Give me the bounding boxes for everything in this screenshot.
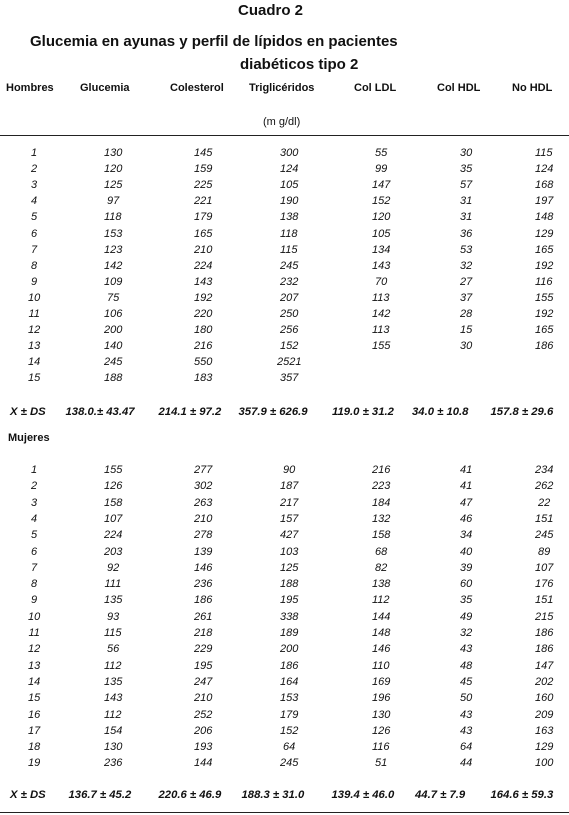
row-number: 3 <box>31 496 38 509</box>
table-cell: 234 <box>535 464 554 476</box>
table-cell: 203 <box>104 545 123 558</box>
table-cell: 236 <box>194 578 213 591</box>
column-header: No HDL <box>512 82 553 94</box>
table-cell: 130 <box>104 741 123 754</box>
table-cell: 15 <box>460 324 473 337</box>
table-cell: 159 <box>194 163 213 176</box>
table-cell: 31 <box>460 195 473 208</box>
table-cell: 32 <box>460 259 473 272</box>
table-title: Cuadro 2 <box>238 2 304 19</box>
table-cell: 427 <box>280 529 299 542</box>
table-cell: 152 <box>372 195 391 208</box>
table-cell: 210 <box>194 243 213 256</box>
table-cell: 184 <box>372 496 391 509</box>
row-number: 18 <box>28 741 41 754</box>
table-cell: 105 <box>280 179 299 192</box>
stats-value: 157.8 ± 29.6 <box>490 406 554 418</box>
table-cell: 180 <box>194 324 213 337</box>
table-cell: 247 <box>194 675 213 688</box>
table-cell: 27 <box>460 275 473 288</box>
row-number: 6 <box>31 227 38 240</box>
table-cell: 220 <box>194 308 213 320</box>
table-cell: 155 <box>104 464 123 476</box>
table-cell: 43 <box>460 724 473 737</box>
stats-label: X ± DS <box>10 789 46 801</box>
table-cell: 245 <box>280 757 299 770</box>
table-cell: 125 <box>280 561 299 574</box>
table-cell: 160 <box>535 692 554 705</box>
table-cell: 155 <box>372 340 391 353</box>
table-cell: 30 <box>460 147 473 159</box>
table-cell: 90 <box>283 464 296 476</box>
table-cell: 153 <box>104 227 123 240</box>
table-cell: 151 <box>535 512 554 525</box>
table-cell: 207 <box>280 291 299 304</box>
row-number: 1 <box>31 464 38 476</box>
table-cell: 93 <box>107 610 120 623</box>
table-cell: 223 <box>372 480 391 493</box>
table-cell: 130 <box>104 147 123 159</box>
table-cell: 103 <box>280 545 299 558</box>
table-cell: 256 <box>280 324 299 337</box>
table-cell: 115 <box>280 243 298 256</box>
table-cell: 300 <box>280 147 299 159</box>
row-number: 14 <box>28 675 41 688</box>
table-cell: 105 <box>372 227 391 240</box>
table-cell: 113 <box>372 324 390 337</box>
table-cell: 550 <box>194 356 213 369</box>
row-number: 17 <box>28 724 41 737</box>
table-cell: 32 <box>460 627 473 639</box>
table-cell: 163 <box>535 724 554 737</box>
table-cell: 31 <box>460 211 473 224</box>
table-cell: 215 <box>535 610 554 623</box>
table-cell: 147 <box>535 659 554 672</box>
row-number: 11 <box>28 627 40 639</box>
table-cell: 210 <box>194 512 213 525</box>
table-cell: 2521 <box>277 356 302 369</box>
table-cell: 129 <box>535 741 554 754</box>
table-cell: 68 <box>375 545 388 558</box>
table-cell: 165 <box>535 324 554 337</box>
table-cell: 106 <box>104 308 123 320</box>
row-number: 7 <box>31 243 38 256</box>
table-cell: 302 <box>194 480 213 493</box>
column-header: Triglicéridos <box>249 82 315 94</box>
header-rule <box>0 135 569 136</box>
table-cell: 186 <box>535 643 554 656</box>
row-number: 2 <box>31 163 38 176</box>
table-cell: 36 <box>460 227 473 240</box>
table-cell: 188 <box>104 372 123 385</box>
table-cell: 43 <box>460 708 473 721</box>
stats-value: 220.6 ± 46.9 <box>158 789 222 801</box>
table-cell: 221 <box>194 195 213 208</box>
stats-value: 119.0 ± 31.2 <box>332 406 394 418</box>
table-cell: 113 <box>372 291 390 304</box>
table-cell: 75 <box>107 291 120 304</box>
table-cell: 118 <box>104 211 122 224</box>
table-cell: 116 <box>535 275 553 288</box>
stats-value: 138.0.± 43.47 <box>65 406 135 418</box>
table-cell: 146 <box>372 643 391 656</box>
table-cell: 89 <box>538 545 551 558</box>
stats-value: 214.1 ± 97.2 <box>158 406 222 418</box>
table-cell: 43 <box>460 643 473 656</box>
table-cell: 82 <box>375 561 388 574</box>
table-cell: 192 <box>535 308 554 320</box>
row-number: 4 <box>31 512 38 525</box>
table-cell: 154 <box>104 724 123 737</box>
table-cell: 142 <box>104 259 123 272</box>
table-subtitle-line1: Glucemia en ayunas y perfil de lípidos en pacientes <box>30 33 398 50</box>
table-cell: 53 <box>460 243 473 256</box>
table-cell: 99 <box>375 163 388 176</box>
column-header: Col HDL <box>437 82 481 94</box>
table-cell: 217 <box>280 496 299 509</box>
table-cell: 126 <box>104 480 123 493</box>
table-cell: 153 <box>280 692 299 705</box>
stats-value: 136.7 ± 45.2 <box>68 789 132 801</box>
table-cell: 186 <box>280 659 299 672</box>
table-cell: 51 <box>375 757 388 770</box>
table-cell: 140 <box>104 340 123 353</box>
table-cell: 229 <box>194 643 213 656</box>
table-cell: 97 <box>107 195 120 208</box>
table-cell: 46 <box>460 512 473 525</box>
table-cell: 197 <box>535 195 554 208</box>
table-cell: 45 <box>460 675 473 688</box>
row-number: 12 <box>28 324 41 337</box>
table-cell: 111 <box>104 578 122 591</box>
table-cell: 145 <box>194 147 213 159</box>
table-cell: 115 <box>104 627 122 639</box>
table-cell: 144 <box>194 757 213 770</box>
row-number: 1 <box>31 147 38 159</box>
table-cell: 120 <box>372 211 391 224</box>
row-number: 15 <box>28 692 41 705</box>
column-header: Glucemia <box>80 82 130 94</box>
table-cell: 196 <box>372 692 391 705</box>
table-cell: 186 <box>535 340 554 353</box>
column-header: Colesterol <box>170 82 224 94</box>
table-cell: 186 <box>194 594 213 607</box>
table-cell: 245 <box>280 259 299 272</box>
stats-value: 357.9 ± 626.9 <box>238 406 308 418</box>
table-cell: 126 <box>372 724 391 737</box>
table-cell: 60 <box>460 578 473 591</box>
table-cell: 143 <box>104 692 123 705</box>
table-cell: 56 <box>107 643 120 656</box>
stats-value: 139.4 ± 46.0 <box>331 789 395 801</box>
table-cell: 146 <box>194 561 213 574</box>
table-cell: 35 <box>460 163 473 176</box>
row-number: 7 <box>31 561 38 574</box>
row-number: 9 <box>31 275 38 288</box>
table-cell: 158 <box>104 496 123 509</box>
table-cell: 49 <box>460 610 473 623</box>
table-cell: 115 <box>535 147 553 159</box>
table-cell: 48 <box>460 659 473 672</box>
row-number: 8 <box>31 578 38 591</box>
row-number: 8 <box>31 259 38 272</box>
table-cell: 193 <box>194 741 213 754</box>
table-cell: 176 <box>535 578 554 591</box>
table-cell: 164 <box>280 675 299 688</box>
table-cell: 138 <box>280 211 299 224</box>
table-cell: 40 <box>460 545 473 558</box>
table-cell: 165 <box>194 227 213 240</box>
stats-value: 44.7 ± 7.9 <box>415 789 466 801</box>
table-cell: 225 <box>194 179 213 192</box>
table-cell: 148 <box>535 211 554 224</box>
table-cell: 158 <box>372 529 391 542</box>
table-cell: 236 <box>104 757 123 770</box>
table-cell: 189 <box>280 627 299 639</box>
table-cell: 200 <box>104 324 123 337</box>
column-header: Hombres <box>6 82 54 94</box>
table-cell: 30 <box>460 340 473 353</box>
table-cell: 152 <box>280 724 299 737</box>
table-cell: 124 <box>280 163 299 176</box>
table-cell: 70 <box>375 275 388 288</box>
table-cell: 262 <box>535 480 554 493</box>
table-cell: 338 <box>280 610 299 623</box>
row-number: 11 <box>28 308 40 320</box>
stats-value: 164.6 ± 59.3 <box>490 789 554 801</box>
table-cell: 139 <box>194 545 213 558</box>
table-cell: 157 <box>280 512 299 525</box>
table-cell: 250 <box>280 308 299 320</box>
row-number: 6 <box>31 545 38 558</box>
table-cell: 186 <box>535 627 554 639</box>
row-number: 9 <box>31 594 38 607</box>
table-cell: 218 <box>194 627 213 639</box>
table-cell: 109 <box>104 275 123 288</box>
table-cell: 135 <box>104 594 123 607</box>
table-cell: 112 <box>372 594 390 607</box>
table-cell: 216 <box>372 464 391 476</box>
stats-value: 188.3 ± 31.0 <box>241 789 305 801</box>
table-cell: 34 <box>460 529 473 542</box>
row-number: 10 <box>28 610 41 623</box>
table-cell: 47 <box>460 496 473 509</box>
table-cell: 261 <box>194 610 213 623</box>
table-cell: 245 <box>104 356 123 369</box>
table-cell: 143 <box>194 275 213 288</box>
row-number: 10 <box>28 291 41 304</box>
table-cell: 206 <box>194 724 213 737</box>
column-header: Col LDL <box>354 82 397 94</box>
table-cell: 224 <box>104 529 123 542</box>
table-cell: 188 <box>280 578 299 591</box>
table-cell: 245 <box>535 529 554 542</box>
table-cell: 123 <box>104 243 123 256</box>
table-cell: 200 <box>280 643 299 656</box>
table-cell: 187 <box>280 480 299 493</box>
table-cell: 252 <box>194 708 213 721</box>
table-cell: 110 <box>372 659 390 672</box>
table-cell: 41 <box>460 480 473 493</box>
table-cell: 92 <box>107 561 120 574</box>
table-cell: 100 <box>535 757 554 770</box>
table-cell: 55 <box>375 147 388 159</box>
row-number: 12 <box>28 643 41 656</box>
table-cell: 118 <box>280 227 298 240</box>
table-cell: 144 <box>372 610 391 623</box>
table-cell: 357 <box>280 372 299 385</box>
row-number: 14 <box>28 356 41 369</box>
women-label: Mujeres <box>8 432 50 444</box>
table-cell: 125 <box>104 179 123 192</box>
table-cell: 263 <box>194 496 213 509</box>
table-cell: 142 <box>372 308 391 320</box>
row-number: 2 <box>31 480 38 493</box>
table-cell: 50 <box>460 692 473 705</box>
table-cell: 202 <box>535 675 554 688</box>
table-cell: 35 <box>460 594 473 607</box>
table-cell: 190 <box>280 195 299 208</box>
row-number: 13 <box>28 659 41 672</box>
table-cell: 278 <box>194 529 213 542</box>
table-cell: 138 <box>372 578 391 591</box>
table-cell: 192 <box>535 259 554 272</box>
row-number: 13 <box>28 340 41 353</box>
table-cell: 112 <box>104 708 122 721</box>
table-cell: 107 <box>535 561 554 574</box>
row-number: 19 <box>28 757 41 770</box>
table-cell: 132 <box>372 512 391 525</box>
table-cell: 155 <box>535 291 554 304</box>
table-cell: 28 <box>460 308 473 320</box>
table-cell: 210 <box>194 692 213 705</box>
table-cell: 224 <box>194 259 213 272</box>
table-cell: 41 <box>460 464 473 476</box>
table-cell: 44 <box>460 757 473 770</box>
table-cell: 195 <box>280 594 299 607</box>
table-cell: 112 <box>104 659 122 672</box>
table-cell: 64 <box>460 741 473 754</box>
table-cell: 192 <box>194 291 213 304</box>
table-cell: 57 <box>460 179 473 192</box>
row-number: 16 <box>28 708 41 721</box>
table-cell: 134 <box>372 243 391 256</box>
table-cell: 152 <box>280 340 299 353</box>
table-cell: 209 <box>535 708 554 721</box>
table-cell: 143 <box>372 259 391 272</box>
row-number: 5 <box>31 211 38 224</box>
table-cell: 120 <box>104 163 123 176</box>
table-cell: 147 <box>372 179 391 192</box>
table-cell: 179 <box>194 211 213 224</box>
table-cell: 37 <box>460 291 473 304</box>
row-number: 3 <box>31 179 38 192</box>
stats-label: X ± DS <box>10 406 46 418</box>
table-subtitle-line2: diabéticos tipo 2 <box>240 56 359 73</box>
table-cell: 148 <box>372 627 391 639</box>
table-cell: 135 <box>104 675 123 688</box>
table-cell: 124 <box>535 163 554 176</box>
table-cell: 183 <box>194 372 213 385</box>
table-cell: 22 <box>538 496 551 509</box>
table-cell: 195 <box>194 659 213 672</box>
table-cell: 165 <box>535 243 554 256</box>
row-number: 5 <box>31 529 38 542</box>
table-cell: 216 <box>194 340 213 353</box>
stats-value: 34.0 ± 10.8 <box>412 406 469 418</box>
table-cell: 179 <box>280 708 299 721</box>
table-cell: 39 <box>460 561 473 574</box>
table-cell: 129 <box>535 227 554 240</box>
table-cell: 116 <box>372 741 390 754</box>
table-cell: 232 <box>280 275 299 288</box>
bottom-rule <box>0 812 569 813</box>
table-cell: 277 <box>194 464 213 476</box>
table-cell: 130 <box>372 708 391 721</box>
table-cell: 107 <box>104 512 123 525</box>
row-number: 4 <box>31 195 38 208</box>
table-cell: 64 <box>283 741 296 754</box>
table-cell: 168 <box>535 179 554 192</box>
units-label: (m g/dl) <box>263 116 301 128</box>
row-number: 15 <box>28 372 41 385</box>
table-cell: 169 <box>372 675 391 688</box>
table-cell: 151 <box>535 594 554 607</box>
